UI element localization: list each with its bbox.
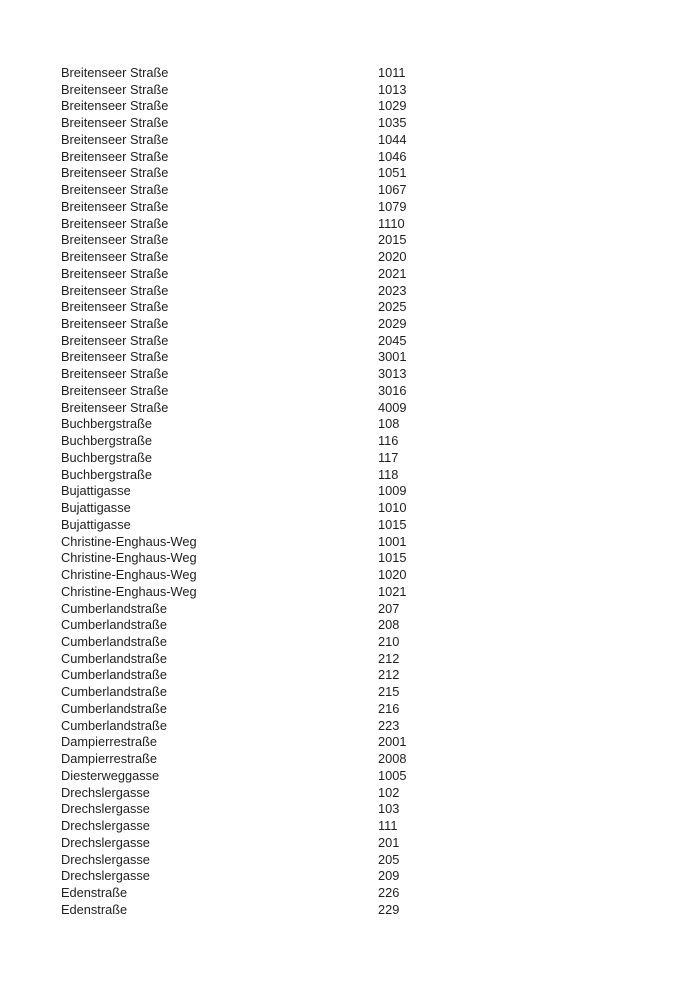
table-row	[61, 852, 406, 869]
street-name: Breitenseer Straße	[61, 148, 169, 164]
street-number: 2023	[378, 282, 407, 298]
table-row	[61, 149, 406, 166]
table-row	[61, 885, 406, 902]
street-number: 1110	[378, 215, 405, 231]
table-row	[61, 601, 406, 618]
street-name: Breitenseer Straße	[61, 198, 169, 214]
street-name: Cumberlandstraße	[61, 600, 167, 616]
table-row	[61, 165, 406, 182]
street-number: 212	[378, 650, 400, 666]
street-name: Cumberlandstraße	[61, 717, 167, 733]
street-name: Cumberlandstraße	[61, 633, 167, 649]
street-name: Christine-Enghaus-Weg	[61, 583, 197, 599]
table-row	[61, 617, 406, 634]
street-number: 116	[378, 433, 399, 449]
table-row	[61, 316, 406, 333]
street-number: 2008	[378, 751, 407, 767]
street-number: 4009	[378, 399, 407, 415]
street-name: Cumberlandstraße	[61, 617, 167, 633]
table-row	[61, 299, 406, 316]
street-name: Christine-Enghaus-Weg	[61, 533, 197, 549]
street-number: 1010	[378, 500, 407, 516]
table-row	[61, 584, 406, 601]
street-number: 2045	[378, 332, 407, 348]
street-number: 118	[378, 466, 399, 482]
street-number: 208	[378, 617, 400, 633]
street-number: 1011	[378, 65, 406, 80]
street-number: 108	[378, 416, 400, 432]
street-name: Drechslergasse	[61, 801, 150, 817]
table-row	[61, 349, 406, 366]
table-row	[61, 902, 406, 919]
street-number: 3016	[378, 382, 407, 398]
table-row	[61, 667, 406, 684]
street-number: 1051	[378, 165, 407, 181]
street-number: 1015	[378, 516, 407, 532]
table-row	[61, 433, 406, 450]
street-number: 1005	[378, 767, 407, 783]
street-name: Breitenseer Straße	[61, 215, 169, 231]
table-row	[61, 734, 406, 751]
table-row	[61, 684, 406, 701]
table-row	[61, 383, 406, 400]
street-number: 2021	[378, 265, 407, 281]
street-name: Dampierrestraße	[61, 751, 158, 767]
table-row	[61, 500, 406, 517]
table-row	[61, 785, 406, 802]
street-number: 226	[378, 884, 400, 900]
street-number: 1079	[378, 198, 407, 214]
table-row	[61, 249, 406, 266]
street-number: 1001	[378, 533, 407, 549]
street-number: 1015	[378, 550, 407, 566]
table-row	[61, 534, 406, 551]
table-row	[61, 801, 406, 818]
street-name: Bujattigasse	[61, 483, 131, 499]
street-name: Cumberlandstraße	[61, 650, 167, 666]
table-row	[61, 132, 406, 149]
street-name: Breitenseer Straße	[61, 299, 169, 315]
street-number: 111	[378, 818, 398, 834]
street-number: 216	[378, 700, 400, 716]
street-name: Dampierrestraße	[61, 734, 158, 750]
table-row	[61, 416, 406, 433]
street-number: 1021	[378, 583, 407, 599]
table-row	[61, 818, 406, 835]
street-number: 3001	[378, 349, 407, 365]
street-name: Buchbergstraße	[61, 433, 153, 449]
table-row	[61, 216, 406, 233]
street-number: 3013	[378, 366, 407, 382]
table-row	[61, 651, 406, 668]
table-row	[61, 835, 406, 852]
street-number-list	[61, 65, 406, 918]
table-row	[61, 450, 406, 467]
table-row	[61, 333, 406, 350]
street-name: Breitenseer Straße	[61, 332, 169, 348]
street-number: 209	[378, 868, 400, 884]
street-name: Bujattigasse	[61, 500, 131, 516]
street-name: Breitenseer Straße	[61, 316, 169, 332]
street-number: 205	[378, 851, 400, 867]
table-row	[61, 768, 406, 785]
street-number: 1044	[378, 131, 407, 147]
street-name: Buchbergstraße	[61, 449, 153, 465]
table-row	[61, 751, 406, 768]
street-number: 103	[378, 801, 400, 817]
street-number: 2001	[378, 734, 407, 750]
street-number: 210	[378, 633, 400, 649]
street-number: 223	[378, 717, 400, 733]
street-number: 1020	[378, 567, 407, 583]
table-row	[61, 701, 406, 718]
street-number: 1067	[378, 182, 407, 198]
table-row	[61, 182, 406, 199]
table-row	[61, 868, 406, 885]
street-name: Bujattigasse	[61, 516, 131, 532]
street-name: Breitenseer Straße	[61, 399, 169, 415]
street-name: Breitenseer Straße	[61, 349, 169, 365]
table-row	[61, 266, 406, 283]
street-name: Cumberlandstraße	[61, 667, 167, 683]
table-row	[61, 718, 406, 735]
street-name: Breitenseer Straße	[61, 265, 169, 281]
table-row	[61, 82, 406, 99]
street-name: Diesterweggasse	[61, 767, 160, 783]
street-name: Breitenseer Straße	[61, 131, 169, 147]
street-number: 1046	[378, 148, 407, 164]
table-row	[61, 517, 406, 534]
street-number: 1035	[378, 115, 407, 131]
street-name: Breitenseer Straße	[61, 182, 169, 198]
table-row	[61, 483, 406, 500]
street-name: Breitenseer Straße	[61, 232, 169, 248]
street-name: Breitenseer Straße	[61, 249, 169, 265]
street-name: Drechslergasse	[61, 818, 150, 834]
street-number: 1009	[378, 483, 407, 499]
street-name: Breitenseer Straße	[61, 382, 169, 398]
street-name: Breitenseer Straße	[61, 81, 169, 97]
table-row	[61, 232, 406, 249]
street-number: 229	[378, 901, 400, 917]
street-number: 102	[378, 784, 400, 800]
street-name: Drechslergasse	[61, 784, 150, 800]
table-row	[61, 634, 406, 651]
street-name: Christine-Enghaus-Weg	[61, 550, 197, 566]
street-name: Cumberlandstraße	[61, 700, 167, 716]
street-number: 212	[378, 667, 400, 683]
table-row	[61, 550, 406, 567]
street-number: 1029	[378, 98, 407, 114]
street-name: Drechslergasse	[61, 868, 150, 884]
street-number: 201	[378, 834, 400, 850]
street-name: Buchbergstraße	[61, 466, 153, 482]
street-name: Breitenseer Straße	[61, 65, 169, 80]
street-number: 215	[378, 684, 400, 700]
street-number: 2020	[378, 249, 407, 265]
table-row	[61, 467, 406, 484]
street-name: Edenstraße	[61, 884, 128, 900]
table-row	[61, 400, 406, 417]
street-name: Breitenseer Straße	[61, 98, 169, 114]
street-name: Buchbergstraße	[61, 416, 153, 432]
street-number: 2029	[378, 316, 407, 332]
table-row	[61, 366, 406, 383]
street-number: 2015	[378, 232, 407, 248]
table-row	[61, 199, 406, 216]
street-name: Breitenseer Straße	[61, 165, 169, 181]
street-name: Breitenseer Straße	[61, 282, 169, 298]
street-number: 207	[378, 600, 400, 616]
street-name: Cumberlandstraße	[61, 684, 167, 700]
street-number: 117	[378, 449, 399, 465]
street-name: Drechslergasse	[61, 834, 150, 850]
table-row	[61, 115, 406, 132]
table-row	[61, 65, 406, 82]
street-name: Breitenseer Straße	[61, 366, 169, 382]
street-name: Drechslergasse	[61, 851, 150, 867]
table-row	[61, 283, 406, 300]
street-number: 2025	[378, 299, 407, 315]
table-row	[61, 98, 406, 115]
table-row	[61, 567, 406, 584]
street-name: Edenstraße	[61, 901, 128, 917]
street-name: Breitenseer Straße	[61, 115, 169, 131]
street-number: 1013	[378, 81, 407, 97]
street-name: Christine-Enghaus-Weg	[61, 567, 197, 583]
